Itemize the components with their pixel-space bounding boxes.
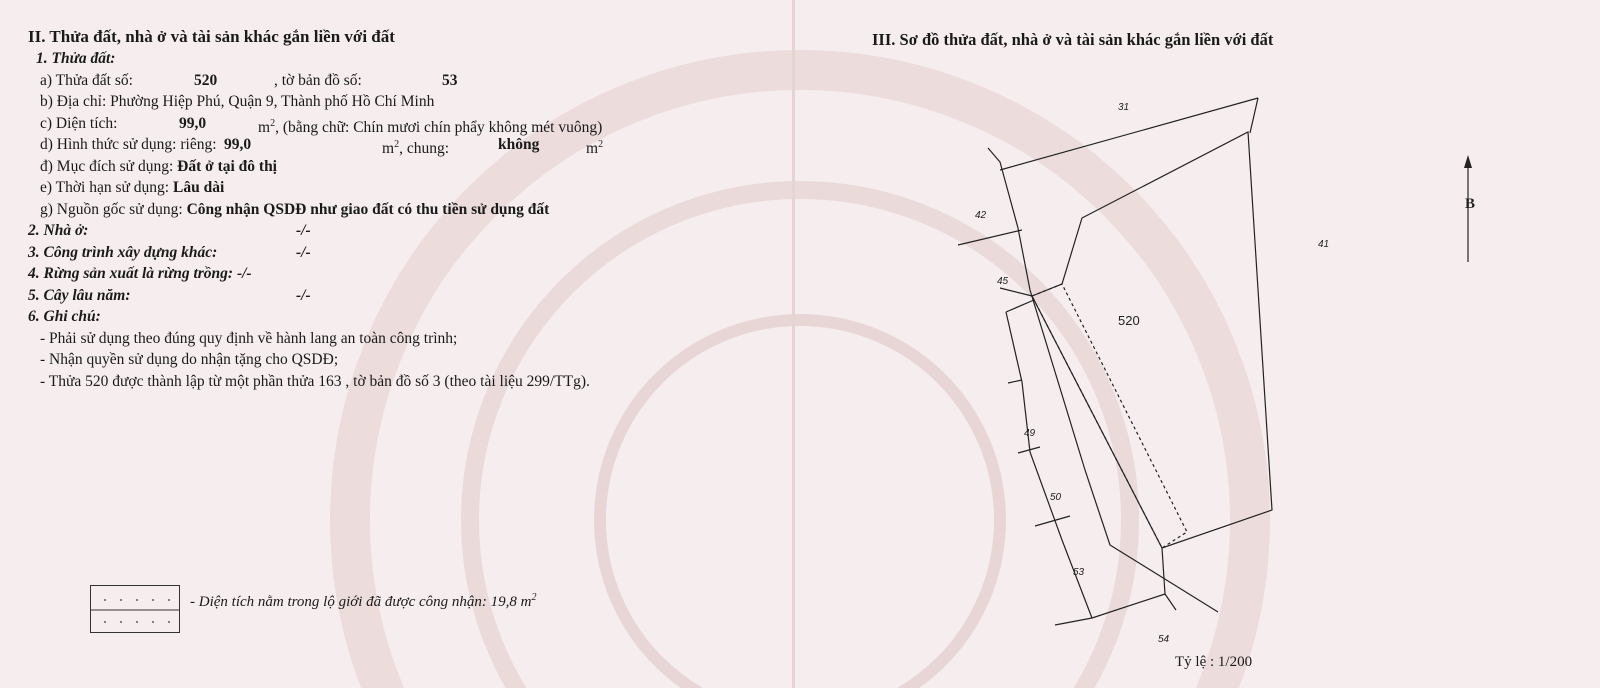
- notes-heading: 6. Ghi chú:: [28, 308, 101, 325]
- parcel-label: 54: [1158, 634, 1170, 645]
- usage-form-label: d) Hình thức sử dụng: riêng:: [40, 136, 217, 153]
- parcel-number-value: 520: [194, 71, 218, 89]
- note-item: - Phải sử dụng theo đúng quy định về hành lang an toàn công trình;: [40, 329, 458, 347]
- other-construction-label: 3. Công trình xây dựng khác:: [28, 243, 218, 261]
- parcel-number-label: a) Thửa đất số:: [40, 71, 133, 89]
- legend-text: - Diện tích nằm trong lộ giới đã được công nhận: 19,8 $m^2$: [190, 592, 537, 610]
- shared-area-value: không: [498, 136, 540, 153]
- house-value: -/-: [296, 222, 311, 239]
- boundary-line: [1035, 516, 1070, 526]
- perennial-value: -/-: [296, 286, 311, 304]
- parcel-label: 50: [1050, 492, 1062, 503]
- map-sheet-label: , tờ bản đồ số:: [274, 71, 362, 89]
- map-sheet-value: 53: [442, 71, 458, 89]
- boundary-line: [1000, 288, 1032, 296]
- origin-label: g) Nguồn gốc sử dụng:: [40, 200, 183, 218]
- usage-term-label: e) Thời hạn sử dụng:: [40, 179, 170, 196]
- diagram-title: III. Sơ đồ thửa đất, nhà ở và tài sản khác gắn liền với đất: [872, 30, 1274, 49]
- usage-purpose-label: đ) Mục đích sử dụng:: [40, 157, 174, 175]
- boundary-line: [958, 230, 1022, 245]
- area-value: 99,0: [179, 114, 207, 132]
- area-in-words: , (bằng chữ: Chín mươi chín phẩy không mét vuông): [275, 118, 603, 136]
- boundary-line: [1162, 548, 1165, 594]
- usage-term-value: Lâu dài: [172, 179, 225, 196]
- parcel-label: 41: [1318, 239, 1330, 250]
- shared-label: , chung:: [399, 140, 449, 158]
- setback-strip: [1032, 284, 1187, 548]
- section-title: II. Thửa đất, nhà ở và tài sản khác gắn liền với đất: [28, 27, 395, 46]
- boundary-line: [1250, 98, 1258, 133]
- other-construction-value: -/-: [296, 243, 311, 261]
- north-arrow-head: [1464, 155, 1472, 168]
- scale-text: Tỷ lệ : 1/200: [1175, 654, 1253, 670]
- area-label: c) Diện tích:: [40, 114, 118, 132]
- parcel-heading: 1. Thửa đất:: [36, 50, 116, 67]
- perennial-label: 5. Cây lâu năm:: [28, 286, 131, 304]
- shared-area-unit: $m^2$: [586, 139, 604, 158]
- area-unit: $m^2$, (bằng chữ: Chín mươi chín phẩy không mét vuông): [258, 117, 603, 136]
- parcel-label: 53: [1073, 567, 1085, 578]
- forest-label: 4. Rừng sản xuất là rừng trồng:: [28, 265, 234, 282]
- north-label: B: [1465, 196, 1476, 212]
- address-row: b) Địa chỉ: Phường Hiệp Phú, Quận 9, Thành phố Hồ Chí Minh: [40, 93, 435, 110]
- parcel-label: 31: [1118, 102, 1130, 113]
- parcel-label: 42: [975, 210, 987, 221]
- house-label: 2. Nhà ở:: [28, 222, 89, 239]
- parcel-label: 49: [1024, 428, 1036, 439]
- note-item: - Nhận quyền sử dụng do nhận tặng cho QSDĐ;: [40, 351, 339, 368]
- boundary-line: [1055, 618, 1092, 625]
- boundary-line: [1006, 300, 1034, 312]
- parcel-520-outline: [1032, 132, 1272, 548]
- parcel-520-label: 520: [1118, 313, 1140, 328]
- boundary-line: [1092, 594, 1176, 618]
- private-area-value: 99,0: [224, 136, 252, 153]
- boundary-line: [988, 148, 1218, 612]
- forest-value: -/-: [236, 265, 252, 282]
- private-area-unit: $m^2$, chung:: [382, 139, 449, 158]
- note-item: - Thửa 520 được thành lập từ một phần thửa 163 , tờ bản đồ số 3 (theo tài liệu 299/TTg).: [40, 372, 590, 390]
- origin-value: Công nhận QSDĐ như giao đất có thu tiền sử dụng đất: [186, 200, 550, 218]
- usage-purpose-value: Đất ở tại đô thị: [177, 157, 277, 175]
- boundary-line: [1008, 380, 1022, 383]
- parcel-label: 45: [997, 276, 1009, 287]
